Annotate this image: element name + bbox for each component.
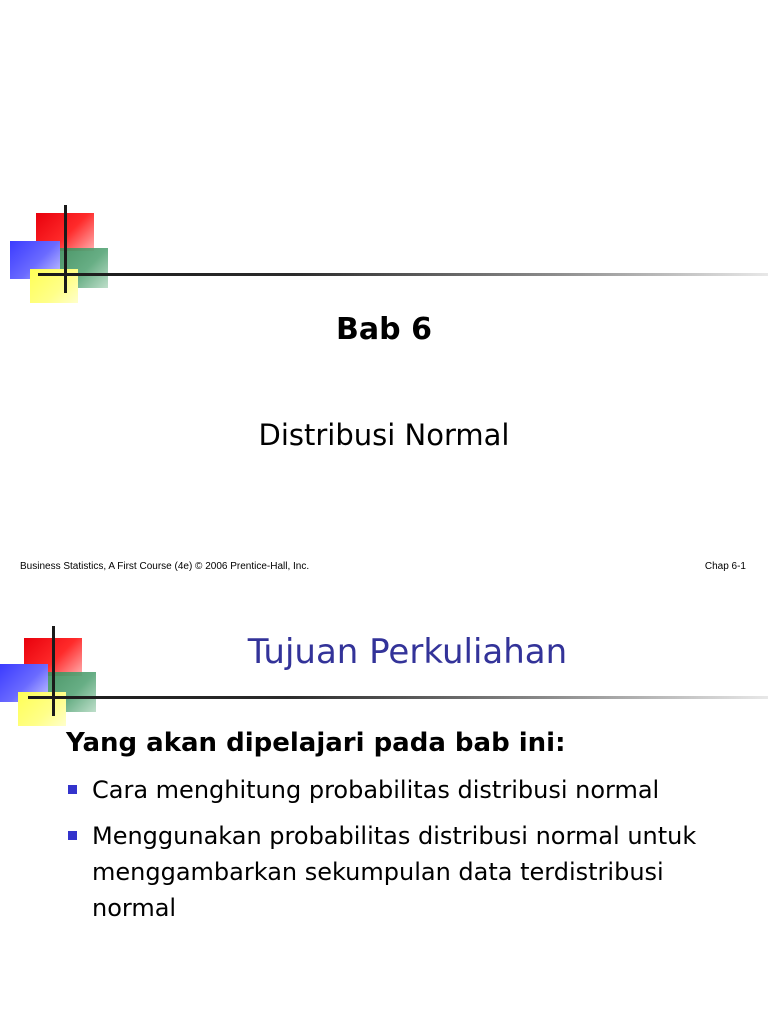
color-squares-logo xyxy=(10,205,110,305)
title-rule xyxy=(38,273,768,276)
bullet-text: Cara menghitung probabilitas distribusi normal xyxy=(92,776,660,804)
title-rule xyxy=(28,696,768,699)
vertical-rule xyxy=(64,205,67,293)
slide-title: Bab 6 xyxy=(336,312,432,347)
bullet-list xyxy=(66,772,746,936)
bullet-item xyxy=(66,818,746,926)
square-bullet-icon xyxy=(68,785,77,794)
square-bullet-icon xyxy=(68,831,77,840)
footer-copyright: Business Statistics, A First Course (4e) © 2006 Prentice-Hall, Inc. xyxy=(20,561,310,572)
bullet-text: Menggunakan probabilitas distribusi normal untuk menggambarkan sekumpulan data terdistribusi normal xyxy=(92,822,697,922)
footer-page-number: Chap 6-1 xyxy=(704,561,746,572)
color-squares-logo xyxy=(0,626,100,726)
bullet-item xyxy=(66,772,746,808)
lead-text: Yang akan dipelajari pada bab ini: xyxy=(66,728,566,758)
vertical-rule xyxy=(52,626,55,716)
slide-title: Tujuan Perkuliahan xyxy=(247,632,568,672)
slide-subtitle: Distribusi Normal xyxy=(258,418,510,452)
